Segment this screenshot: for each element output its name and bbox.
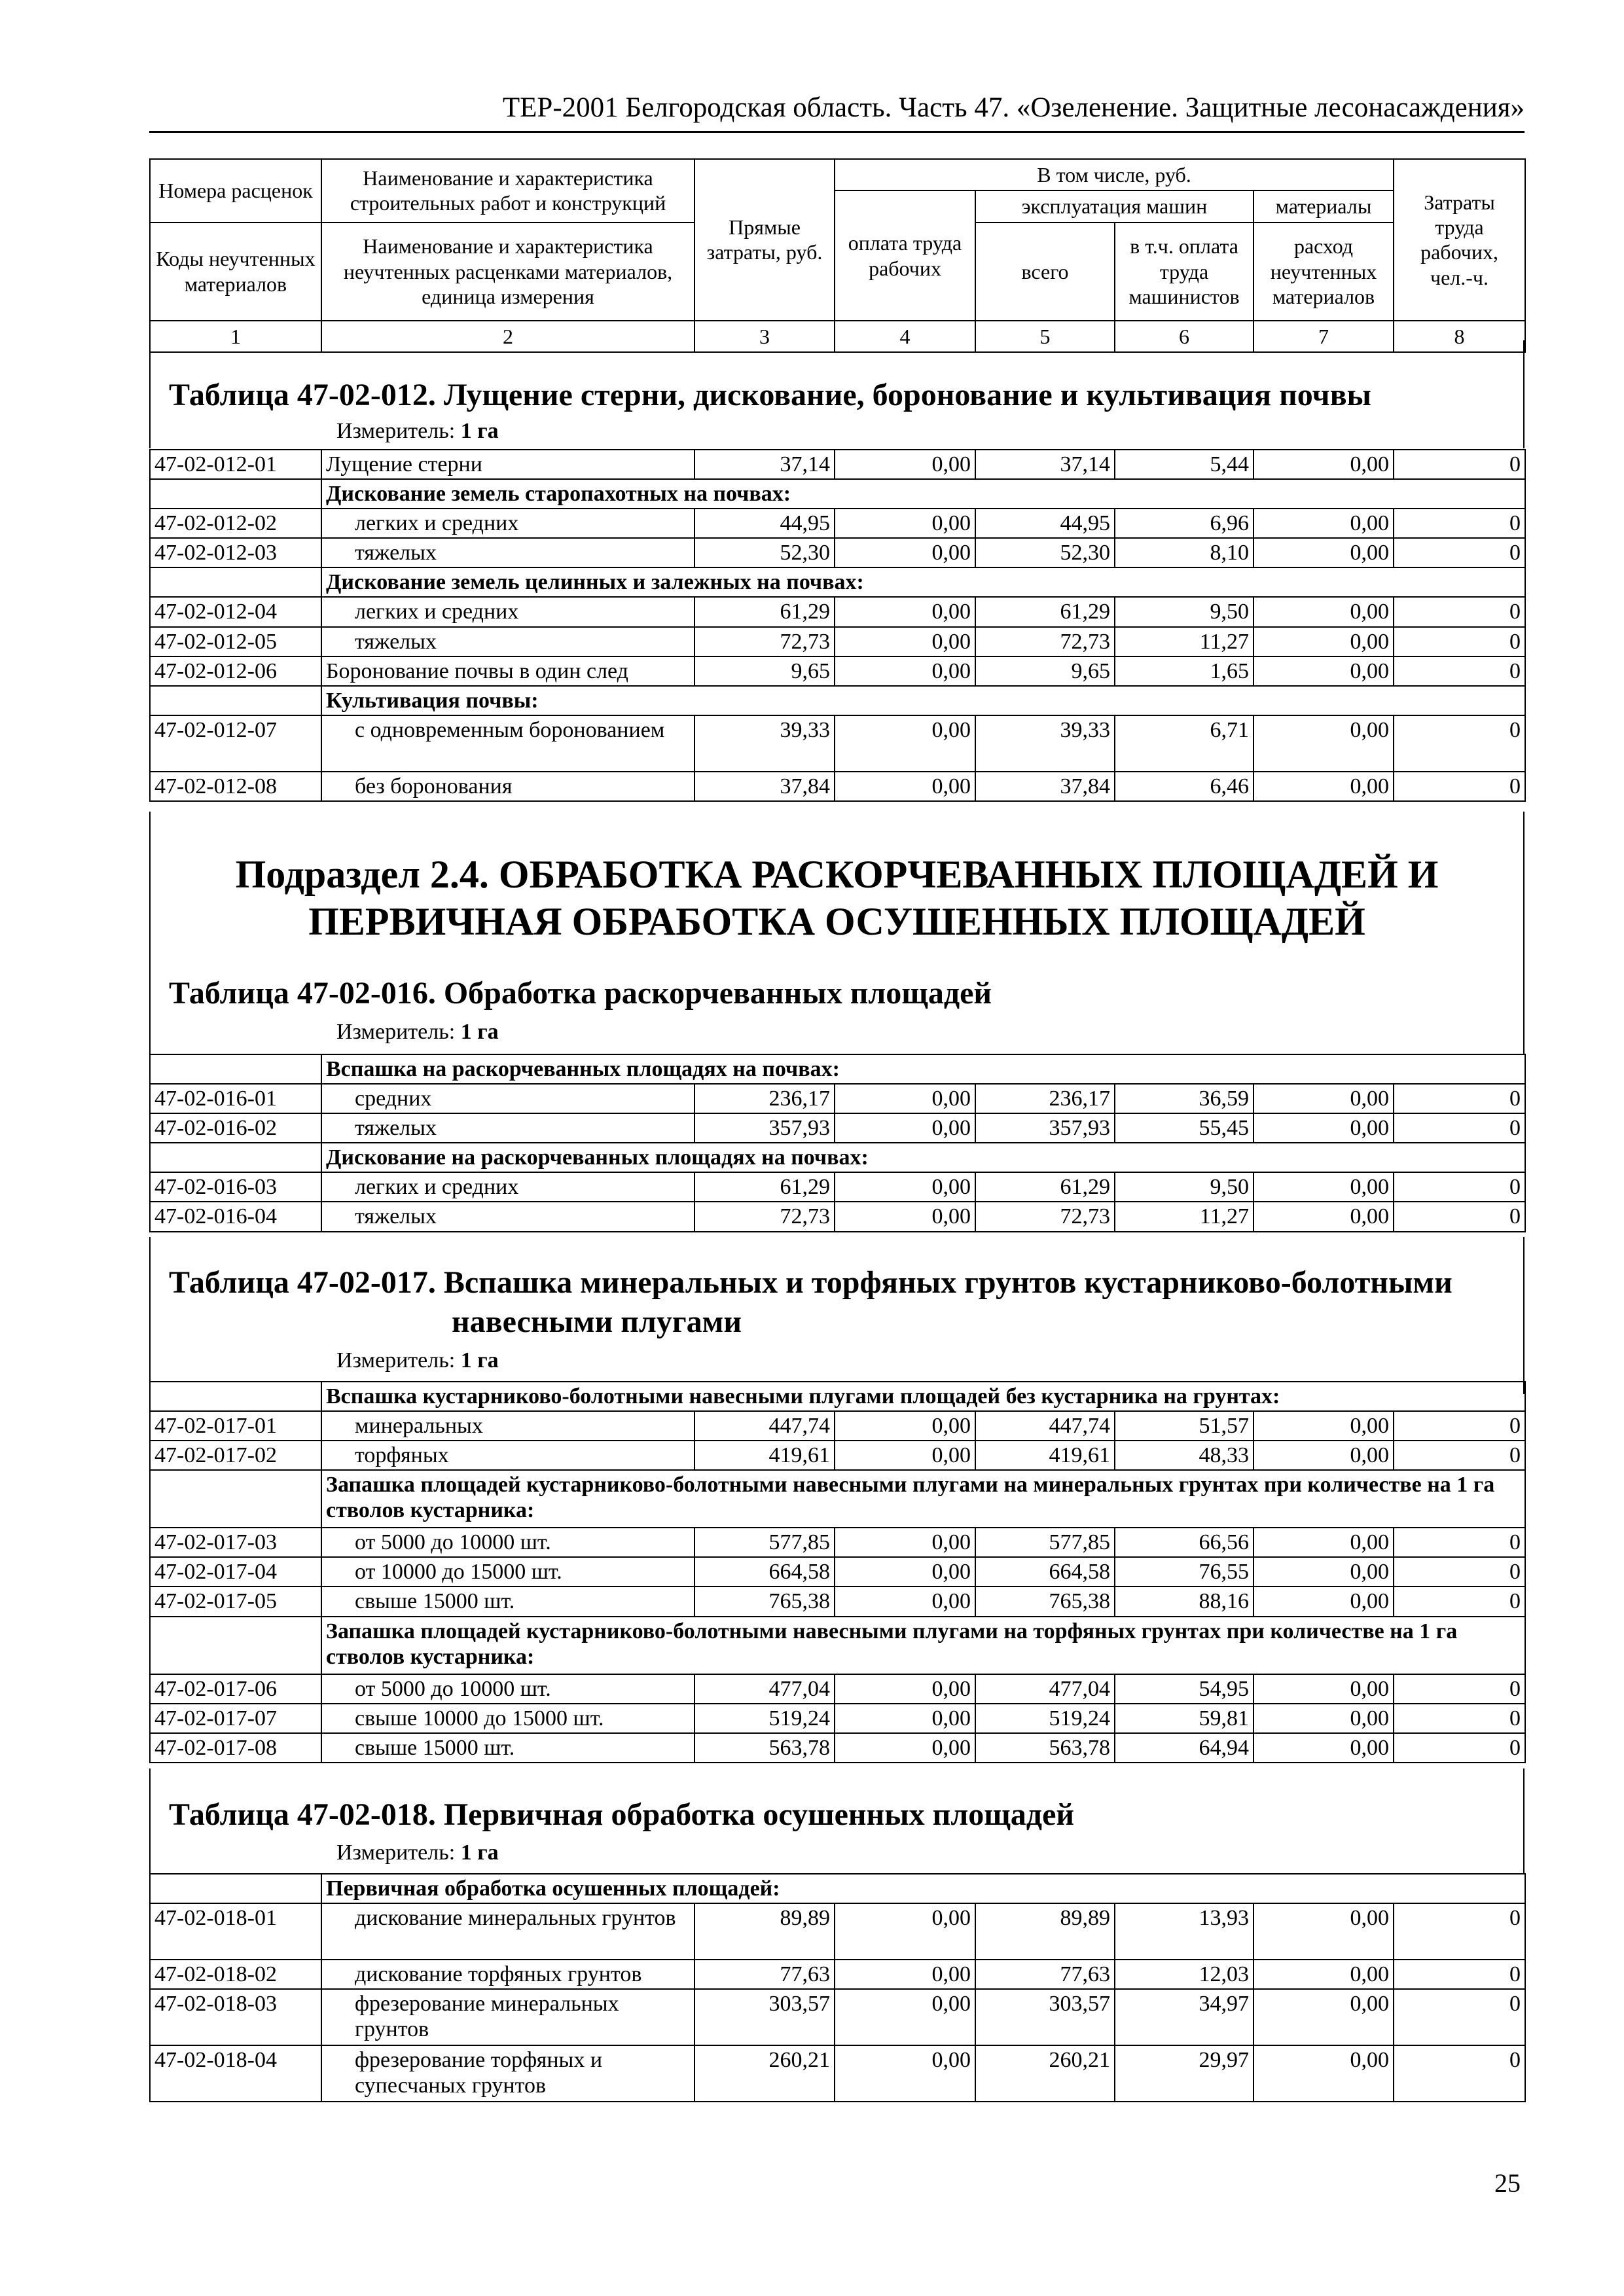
worker-wages: 0,00 [835,1441,975,1470]
section-title-line2: ПЕРВИЧНАЯ ОБРАБОТКА ОСУШЕННЫХ ПЛОЩАДЕЙ [308,900,1365,943]
rate-name: свыше 15000 шт. [321,1587,695,1616]
worker-wages: 0,00 [835,715,975,772]
rate-code: 47-02-016-04 [150,1202,321,1231]
meter-label: Измеритель: [336,1020,456,1044]
labor-hours: 0 [1394,1960,1525,1989]
table-row [150,1202,1525,1231]
direct-cost: 477,04 [695,1674,835,1704]
rate-code: 47-02-018-02 [150,1960,321,1989]
group-heading: Дискование на раскорчеванных площадях на почвах: [321,1143,1525,1172]
rate-code: 47-02-018-03 [150,1989,321,2045]
material-cost: 0,00 [1254,1557,1394,1587]
operator-wages: 66,56 [1115,1528,1254,1557]
worker-wages: 0,00 [835,656,975,686]
material-cost: 0,00 [1254,1903,1394,1960]
material-cost: 0,00 [1254,1441,1394,1470]
group-row [150,1382,1525,1411]
operator-wages: 5,44 [1115,450,1254,479]
col-header-codes: Номера расценок [150,159,321,223]
table-row [150,450,1525,479]
labor-hours: 0 [1394,772,1525,801]
machines-total: 61,29 [975,1172,1115,1202]
rate-name: Лущение стерни [321,450,695,479]
group-heading: Первичная обработка осушенных площадей: [321,1874,1525,1903]
col-number-6: 6 [1115,321,1254,352]
rate-name: фрезерование торфяных и супесчаных грунтов [321,2045,695,2102]
machines-total: 477,04 [975,1674,1115,1704]
rate-name: легких и средних [321,1172,695,1202]
operator-wages: 9,50 [1115,1172,1254,1202]
table-row [150,2045,1525,2102]
labor-hours: 0 [1394,1113,1525,1143]
column-header-table [149,158,1526,353]
worker-wages: 0,00 [835,597,975,626]
operator-wages: 11,27 [1115,1202,1254,1231]
meter-label: Измеритель: [336,1840,456,1865]
group-spacer [150,1470,321,1528]
worker-wages: 0,00 [835,1903,975,1960]
table-row [150,1113,1525,1143]
table-row [150,1084,1525,1113]
rate-name: дискование минеральных грунтов [321,1903,695,1960]
labor-hours: 0 [1394,2045,1525,2102]
rate-name: от 10000 до 15000 шт. [321,1557,695,1587]
col-header-operator-wages: в т.ч. оплата труда машинистов [1115,223,1254,321]
table-row [150,772,1525,801]
machines-total: 447,74 [975,1411,1115,1441]
group-heading: Запашка площадей кустарниково-болотными навесными плугами на минеральных грунтах при количестве на 1 га стволов кустарника: [321,1470,1525,1528]
labor-hours: 0 [1394,1084,1525,1113]
table-row [150,627,1525,656]
group-spacer [150,1874,321,1903]
table-row [150,715,1525,772]
labor-hours: 0 [1394,1557,1525,1587]
machines-total: 419,61 [975,1441,1115,1470]
group-spacer [150,1617,321,1674]
group-heading: Дискование земель старопахотных на почвах: [321,479,1525,509]
material-cost: 0,00 [1254,2045,1394,2102]
direct-cost: 89,89 [695,1903,835,1960]
rate-name: легких и средних [321,509,695,538]
labor-hours: 0 [1394,1441,1525,1470]
machines-total: 72,73 [975,627,1115,656]
direct-cost: 61,29 [695,597,835,626]
labor-hours: 0 [1394,1989,1525,2045]
page-number: 25 [1494,2168,1521,2198]
group-heading: Вспашка кустарниково-болотными навесными плугами площадей без кустарника на грунтах: [321,1382,1525,1411]
machines-total: 37,14 [975,450,1115,479]
group-row [150,479,1525,509]
table-016-meter [336,1020,499,1045]
rate-code: 47-02-017-01 [150,1411,321,1441]
rate-name: минеральных [321,1411,695,1441]
worker-wages: 0,00 [835,1989,975,2045]
group-heading: Запашка площадей кустарниково-болотными навесными плугами на торфяных грунтах при количестве на 1 га стволов кустарника: [321,1617,1525,1674]
operator-wages: 6,96 [1115,509,1254,538]
rate-code: 47-02-016-01 [150,1084,321,1113]
table-row [150,538,1525,567]
operator-wages: 6,46 [1115,772,1254,801]
operator-wages: 59,81 [1115,1704,1254,1733]
labor-hours: 0 [1394,1528,1525,1557]
worker-wages: 0,00 [835,1113,975,1143]
labor-hours: 0 [1394,1704,1525,1733]
worker-wages: 0,00 [835,1084,975,1113]
direct-cost: 44,95 [695,509,835,538]
material-cost: 0,00 [1254,1411,1394,1441]
group-spacer [150,479,321,509]
rate-code: 47-02-016-02 [150,1113,321,1143]
operator-wages: 8,10 [1115,538,1254,567]
operator-wages: 88,16 [1115,1587,1254,1616]
rate-name: свыше 15000 шт. [321,1733,695,1763]
direct-cost: 357,93 [695,1113,835,1143]
rate-code: 47-02-016-03 [150,1172,321,1202]
operator-wages: 48,33 [1115,1441,1254,1470]
group-heading: Вспашка на раскорчеванных площадях на почвах: [321,1054,1525,1084]
col-header-machines: эксплуатация машин [975,190,1254,222]
col-number-5: 5 [975,321,1115,352]
meter-value: 1 га [460,419,499,443]
rate-code: 47-02-012-01 [150,450,321,479]
group-row [150,1143,1525,1172]
rate-name: средних [321,1084,695,1113]
worker-wages: 0,00 [835,1202,975,1231]
rate-code: 47-02-017-08 [150,1733,321,1763]
worker-wages: 0,00 [835,538,975,567]
material-cost: 0,00 [1254,1704,1394,1733]
rate-name: тяжелых [321,627,695,656]
direct-cost: 765,38 [695,1587,835,1616]
labor-hours: 0 [1394,1587,1525,1616]
worker-wages: 0,00 [835,1674,975,1704]
machines-total: 61,29 [975,597,1115,626]
direct-cost: 72,73 [695,1202,835,1231]
rate-name: тяжелых [321,538,695,567]
machines-total: 357,93 [975,1113,1115,1143]
labor-hours: 0 [1394,538,1525,567]
group-spacer [150,1143,321,1172]
direct-cost: 37,14 [695,450,835,479]
rate-name: с одновременным боронованием [321,715,695,772]
machines-total: 664,58 [975,1557,1115,1587]
material-cost: 0,00 [1254,627,1394,656]
group-row [150,1874,1525,1903]
material-cost: 0,00 [1254,450,1394,479]
col-header-direct-costs: Прямые затраты, руб. [695,159,835,321]
table-row [150,1528,1525,1557]
direct-cost: 39,33 [695,715,835,772]
col-header-material-names: Наименование и характеристика неучтенных расценками материалов, единица измерения [321,223,695,321]
table-018-title: Таблица 47-02-018. Первичная обработка осушенных площадей [169,1797,1075,1832]
labor-hours: 0 [1394,627,1525,656]
machines-total: 519,24 [975,1704,1115,1733]
worker-wages: 0,00 [835,1411,975,1441]
material-cost: 0,00 [1254,1528,1394,1557]
col-header-including: В том числе, руб. [835,159,1394,190]
col-header-labor: Затраты труда рабочих, чел.-ч. [1394,159,1525,321]
material-cost: 0,00 [1254,656,1394,686]
table-012-title: Таблица 47-02-012. Лущение стерни, дискование, боронование и культивация почвы [169,378,1371,412]
direct-cost: 519,24 [695,1704,835,1733]
table-row [150,1989,1525,2045]
rate-code: 47-02-017-02 [150,1441,321,1470]
direct-cost: 577,85 [695,1528,835,1557]
operator-wages: 6,71 [1115,715,1254,772]
table-016 [149,1054,1526,1232]
worker-wages: 0,00 [835,1528,975,1557]
col-number-2: 2 [321,321,695,352]
direct-cost: 563,78 [695,1733,835,1763]
table-row [150,509,1525,538]
meter-label: Измеритель: [336,419,456,443]
meter-value: 1 га [460,1840,499,1865]
labor-hours: 0 [1394,656,1525,686]
group-spacer [150,567,321,597]
worker-wages: 0,00 [835,627,975,656]
material-cost: 0,00 [1254,1113,1394,1143]
worker-wages: 0,00 [835,1704,975,1733]
machines-total: 236,17 [975,1084,1115,1113]
direct-cost: 447,74 [695,1411,835,1441]
col-number-7: 7 [1254,321,1394,352]
col-header-material-usage: расход неучтенных материалов [1254,223,1394,321]
machines-total: 52,30 [975,538,1115,567]
operator-wages: 29,97 [1115,2045,1254,2102]
material-cost: 0,00 [1254,1587,1394,1616]
direct-cost: 260,21 [695,2045,835,2102]
worker-wages: 0,00 [835,509,975,538]
material-cost: 0,00 [1254,1989,1394,2045]
material-cost: 0,00 [1254,1674,1394,1704]
direct-cost: 72,73 [695,627,835,656]
table-row [150,597,1525,626]
group-row [150,1470,1525,1528]
machines-total: 72,73 [975,1202,1115,1231]
material-cost: 0,00 [1254,715,1394,772]
group-row [150,686,1525,715]
material-cost: 0,00 [1254,1960,1394,1989]
group-spacer [150,1382,321,1411]
col-header-names: Наименование и характеристика строительных работ и конструкций [321,159,695,223]
machines-total: 89,89 [975,1903,1115,1960]
operator-wages: 36,59 [1115,1084,1254,1113]
material-cost: 0,00 [1254,1733,1394,1763]
group-heading: Культивация почвы: [321,686,1525,715]
labor-hours: 0 [1394,1202,1525,1231]
worker-wages: 0,00 [835,1733,975,1763]
col-header-material-codes: Коды неучтенных материалов [150,223,321,321]
rate-name: дискование торфяных грунтов [321,1960,695,1989]
rate-code: 47-02-012-02 [150,509,321,538]
rate-name: торфяных [321,1441,695,1470]
col-header-wages: оплата труда рабочих [835,190,975,320]
direct-cost: 303,57 [695,1989,835,2045]
rate-code: 47-02-012-08 [150,772,321,801]
group-spacer [150,1054,321,1084]
direct-cost: 52,30 [695,538,835,567]
rate-code: 47-02-017-03 [150,1528,321,1557]
labor-hours: 0 [1394,1733,1525,1763]
meter-label: Измеритель: [336,1348,456,1372]
table-017-title-line2: навесными плугами [452,1304,742,1339]
direct-cost: 664,58 [695,1557,835,1587]
rate-code: 47-02-012-03 [150,538,321,567]
worker-wages: 0,00 [835,1587,975,1616]
operator-wages: 1,65 [1115,656,1254,686]
labor-hours: 0 [1394,1411,1525,1441]
machines-total: 563,78 [975,1733,1115,1763]
worker-wages: 0,00 [835,1557,975,1587]
table-row [150,1172,1525,1202]
table-row [150,1557,1525,1587]
table-016-title: Таблица 47-02-016. Обработка раскорчеванных площадей [169,976,992,1011]
table-018 [149,1873,1526,2102]
worker-wages: 0,00 [835,772,975,801]
running-header: ТЕР-2001 Белгородская область. Часть 47. «Озеленение. Защитные лесонасаждения» [502,92,1525,123]
rate-code: 47-02-018-01 [150,1903,321,1960]
table-row [150,1903,1525,1960]
rate-code: 47-02-012-07 [150,715,321,772]
direct-cost: 77,63 [695,1960,835,1989]
operator-wages: 9,50 [1115,597,1254,626]
table-row [150,1441,1525,1470]
labor-hours: 0 [1394,715,1525,772]
rate-name: тяжелых [321,1202,695,1231]
table-row [150,1674,1525,1704]
worker-wages: 0,00 [835,1172,975,1202]
rate-code: 47-02-012-04 [150,597,321,626]
material-cost: 0,00 [1254,538,1394,567]
rate-code: 47-02-012-06 [150,656,321,686]
group-heading: Дискование земель целинных и залежных на почвах: [321,567,1525,597]
machines-total: 37,84 [975,772,1115,801]
operator-wages: 64,94 [1115,1733,1254,1763]
table-012 [149,449,1526,802]
machines-total: 77,63 [975,1960,1115,1989]
operator-wages: 11,27 [1115,627,1254,656]
material-cost: 0,00 [1254,772,1394,801]
direct-cost: 236,17 [695,1084,835,1113]
machines-total: 9,65 [975,656,1115,686]
labor-hours: 0 [1394,1903,1525,1960]
machines-total: 765,38 [975,1587,1115,1616]
direct-cost: 419,61 [695,1441,835,1470]
table-018-meter [336,1840,499,1865]
rate-code: 47-02-017-06 [150,1674,321,1704]
col-number-1: 1 [150,321,321,352]
table-row [150,1960,1525,1989]
material-cost: 0,00 [1254,1202,1394,1231]
table-row [150,656,1525,686]
machines-total: 44,95 [975,509,1115,538]
col-number-8: 8 [1394,321,1525,352]
rate-name: свыше 10000 до 15000 шт. [321,1704,695,1733]
rate-code: 47-02-018-04 [150,2045,321,2102]
material-cost: 0,00 [1254,1172,1394,1202]
labor-hours: 0 [1394,1172,1525,1202]
section-title-line1: Подраздел 2.4. ОБРАБОТКА РАСКОРЧЕВАННЫХ ПЛОЩАДЕЙ И [235,853,1439,896]
meter-value: 1 га [460,1020,499,1044]
labor-hours: 0 [1394,1674,1525,1704]
worker-wages: 0,00 [835,450,975,479]
machines-total: 39,33 [975,715,1115,772]
table-017-title-line1: Таблица 47-02-017. Вспашка минеральных и торфяных грунтов кустарниково-болотными [169,1265,1453,1300]
rate-name: без боронования [321,772,695,801]
direct-cost: 9,65 [695,656,835,686]
machines-total: 303,57 [975,1989,1115,2045]
group-row [150,1617,1525,1674]
operator-wages: 51,57 [1115,1411,1254,1441]
rate-code: 47-02-017-07 [150,1704,321,1733]
labor-hours: 0 [1394,597,1525,626]
rate-code: 47-02-012-05 [150,627,321,656]
material-cost: 0,00 [1254,1084,1394,1113]
operator-wages: 13,93 [1115,1903,1254,1960]
operator-wages: 12,03 [1115,1960,1254,1989]
table-017-meter [336,1348,499,1373]
group-spacer [150,686,321,715]
worker-wages: 0,00 [835,2045,975,2102]
material-cost: 0,00 [1254,597,1394,626]
direct-cost: 37,84 [695,772,835,801]
rate-name: фрезерование минеральных грунтов [321,1989,695,2045]
header-rule [149,131,1525,133]
material-cost: 0,00 [1254,509,1394,538]
machines-total: 577,85 [975,1528,1115,1557]
direct-cost: 61,29 [695,1172,835,1202]
worker-wages: 0,00 [835,1960,975,1989]
table-row [150,1587,1525,1616]
table-row [150,1704,1525,1733]
table-017 [149,1381,1526,1763]
rate-code: 47-02-017-05 [150,1587,321,1616]
col-header-materials: материалы [1254,190,1394,222]
rate-name: Боронование почвы в один след [321,656,695,686]
table-row [150,1411,1525,1441]
operator-wages: 34,97 [1115,1989,1254,2045]
group-row [150,1054,1525,1084]
rate-name: легких и средних [321,597,695,626]
table-row [150,1733,1525,1763]
operator-wages: 55,45 [1115,1113,1254,1143]
meter-value: 1 га [460,1348,499,1372]
col-header-machines-total: всего [975,223,1115,321]
rate-name: от 5000 до 10000 шт. [321,1674,695,1704]
operator-wages: 76,55 [1115,1557,1254,1587]
table-012-meter [336,419,499,444]
machines-total: 260,21 [975,2045,1115,2102]
operator-wages: 54,95 [1115,1674,1254,1704]
group-row [150,567,1525,597]
labor-hours: 0 [1394,450,1525,479]
col-number-4: 4 [835,321,975,352]
labor-hours: 0 [1394,509,1525,538]
rate-code: 47-02-017-04 [150,1557,321,1587]
col-number-3: 3 [695,321,835,352]
rate-name: тяжелых [321,1113,695,1143]
rate-name: от 5000 до 10000 шт. [321,1528,695,1557]
